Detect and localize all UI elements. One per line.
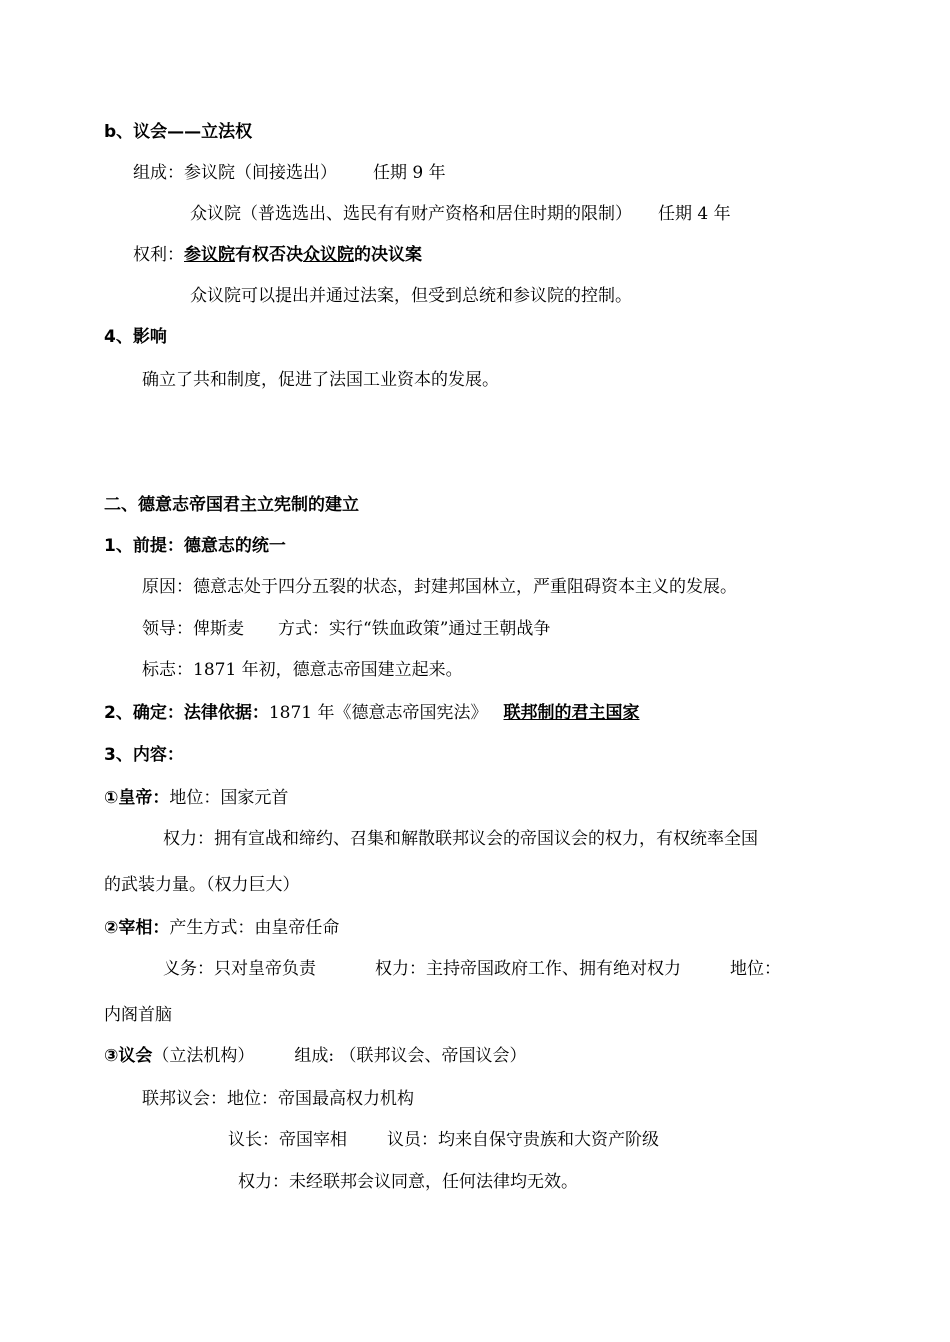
bundesrat-power: 权力：未经联邦会议同意，任何法律均无效。 xyxy=(238,1172,578,1192)
leader-text: 领导：俾斯麦 xyxy=(142,619,244,639)
chancellor-label: ②宰相： xyxy=(104,918,170,938)
rights-resolution: 的决议案 xyxy=(354,245,422,265)
confirmation-label: 2、确定：法律依据： xyxy=(104,703,269,723)
composition-senate xyxy=(133,162,446,184)
senate-text: 组成：参议院（间接选出） xyxy=(133,163,337,183)
heading-influence: 4、影响 xyxy=(104,327,167,347)
federal-monarchy-text: 联邦制的君主国家 xyxy=(503,703,640,723)
symbol-text: 标志：1871 年初，德意志帝国建立起来。 xyxy=(142,660,463,680)
heading-parliament-legislative: b、议会——立法权 xyxy=(104,122,253,142)
parliament-role: （立法机构） xyxy=(152,1046,255,1066)
house-bills-text: 众议院可以提出并通过法案，但受到总统和参议院的控制。 xyxy=(190,286,632,306)
bundesrat-president: 议长：帝国宰相 xyxy=(228,1130,347,1150)
chancellor-line xyxy=(104,917,339,939)
reason-text: 原因：德意志处于四分五裂的状态，封建邦国林立，严重阻碍资本主义的发展。 xyxy=(142,577,737,597)
rights-house: 众议院 xyxy=(303,245,354,265)
emperor-line xyxy=(104,787,288,809)
parliament-label: ③议会 xyxy=(104,1046,153,1066)
chancellor-duty: 义务：只对皇帝负责 xyxy=(163,959,316,979)
confirmation-line xyxy=(104,702,640,724)
rights-senate: 参议院 xyxy=(184,245,235,265)
chancellor-status-label: 地位： xyxy=(730,959,781,979)
heading-premise: 1、前提：德意志的统一 xyxy=(104,536,286,556)
chancellor-appointment: 产生方式：由皇帝任命 xyxy=(169,918,340,938)
method-text: 方式：实行“铁血政策”通过王朝战争 xyxy=(278,619,551,639)
emperor-status: 地位：国家元首 xyxy=(169,788,289,808)
bundesrat-members: 议员：均来自保守贵族和大资产阶级 xyxy=(387,1130,659,1150)
chancellor-power: 权力：主持帝国政府工作、拥有绝对权力 xyxy=(375,959,681,979)
emperor-power-cont: 的武装力量。（权力巨大） xyxy=(104,875,300,895)
section-heading-germany: 二、德意志帝国君主立宪制的建立 xyxy=(104,495,359,515)
house-term: 任期 4 年 xyxy=(658,204,731,224)
heading-content: 3、内容： xyxy=(104,745,184,765)
parliament-line xyxy=(104,1045,527,1067)
bundesrat-members-line xyxy=(228,1129,659,1151)
parliament-composition: 组成: （联邦议会、帝国议会） xyxy=(294,1046,527,1066)
senate-term: 任期 9 年 xyxy=(373,163,446,183)
composition-house xyxy=(190,203,731,225)
house-text: 众议院（普选选出、选民有有财产资格和居住时期的限制） xyxy=(190,204,632,224)
chancellor-duties-line xyxy=(163,958,781,980)
bundesrat-status: 联邦议会：地位：帝国最高权力机构 xyxy=(142,1089,414,1109)
rights-label: 权利： xyxy=(133,245,184,265)
emperor-label: ①皇帝： xyxy=(104,788,170,808)
constitution-text: 1871 年《德意志帝国宪法》 xyxy=(268,703,488,723)
emperor-power-text: 权力：拥有宣战和缔约、召集和解散联邦议会的帝国议会的权力，有权统率全国 xyxy=(163,829,758,849)
rights-line xyxy=(133,244,422,266)
chancellor-status-text: 内阁首脑 xyxy=(104,1005,172,1025)
leader-line xyxy=(142,618,550,640)
influence-text: 确立了共和制度，促进了法国工业资本的发展。 xyxy=(142,370,499,390)
rights-veto: 有权否决 xyxy=(235,245,303,265)
